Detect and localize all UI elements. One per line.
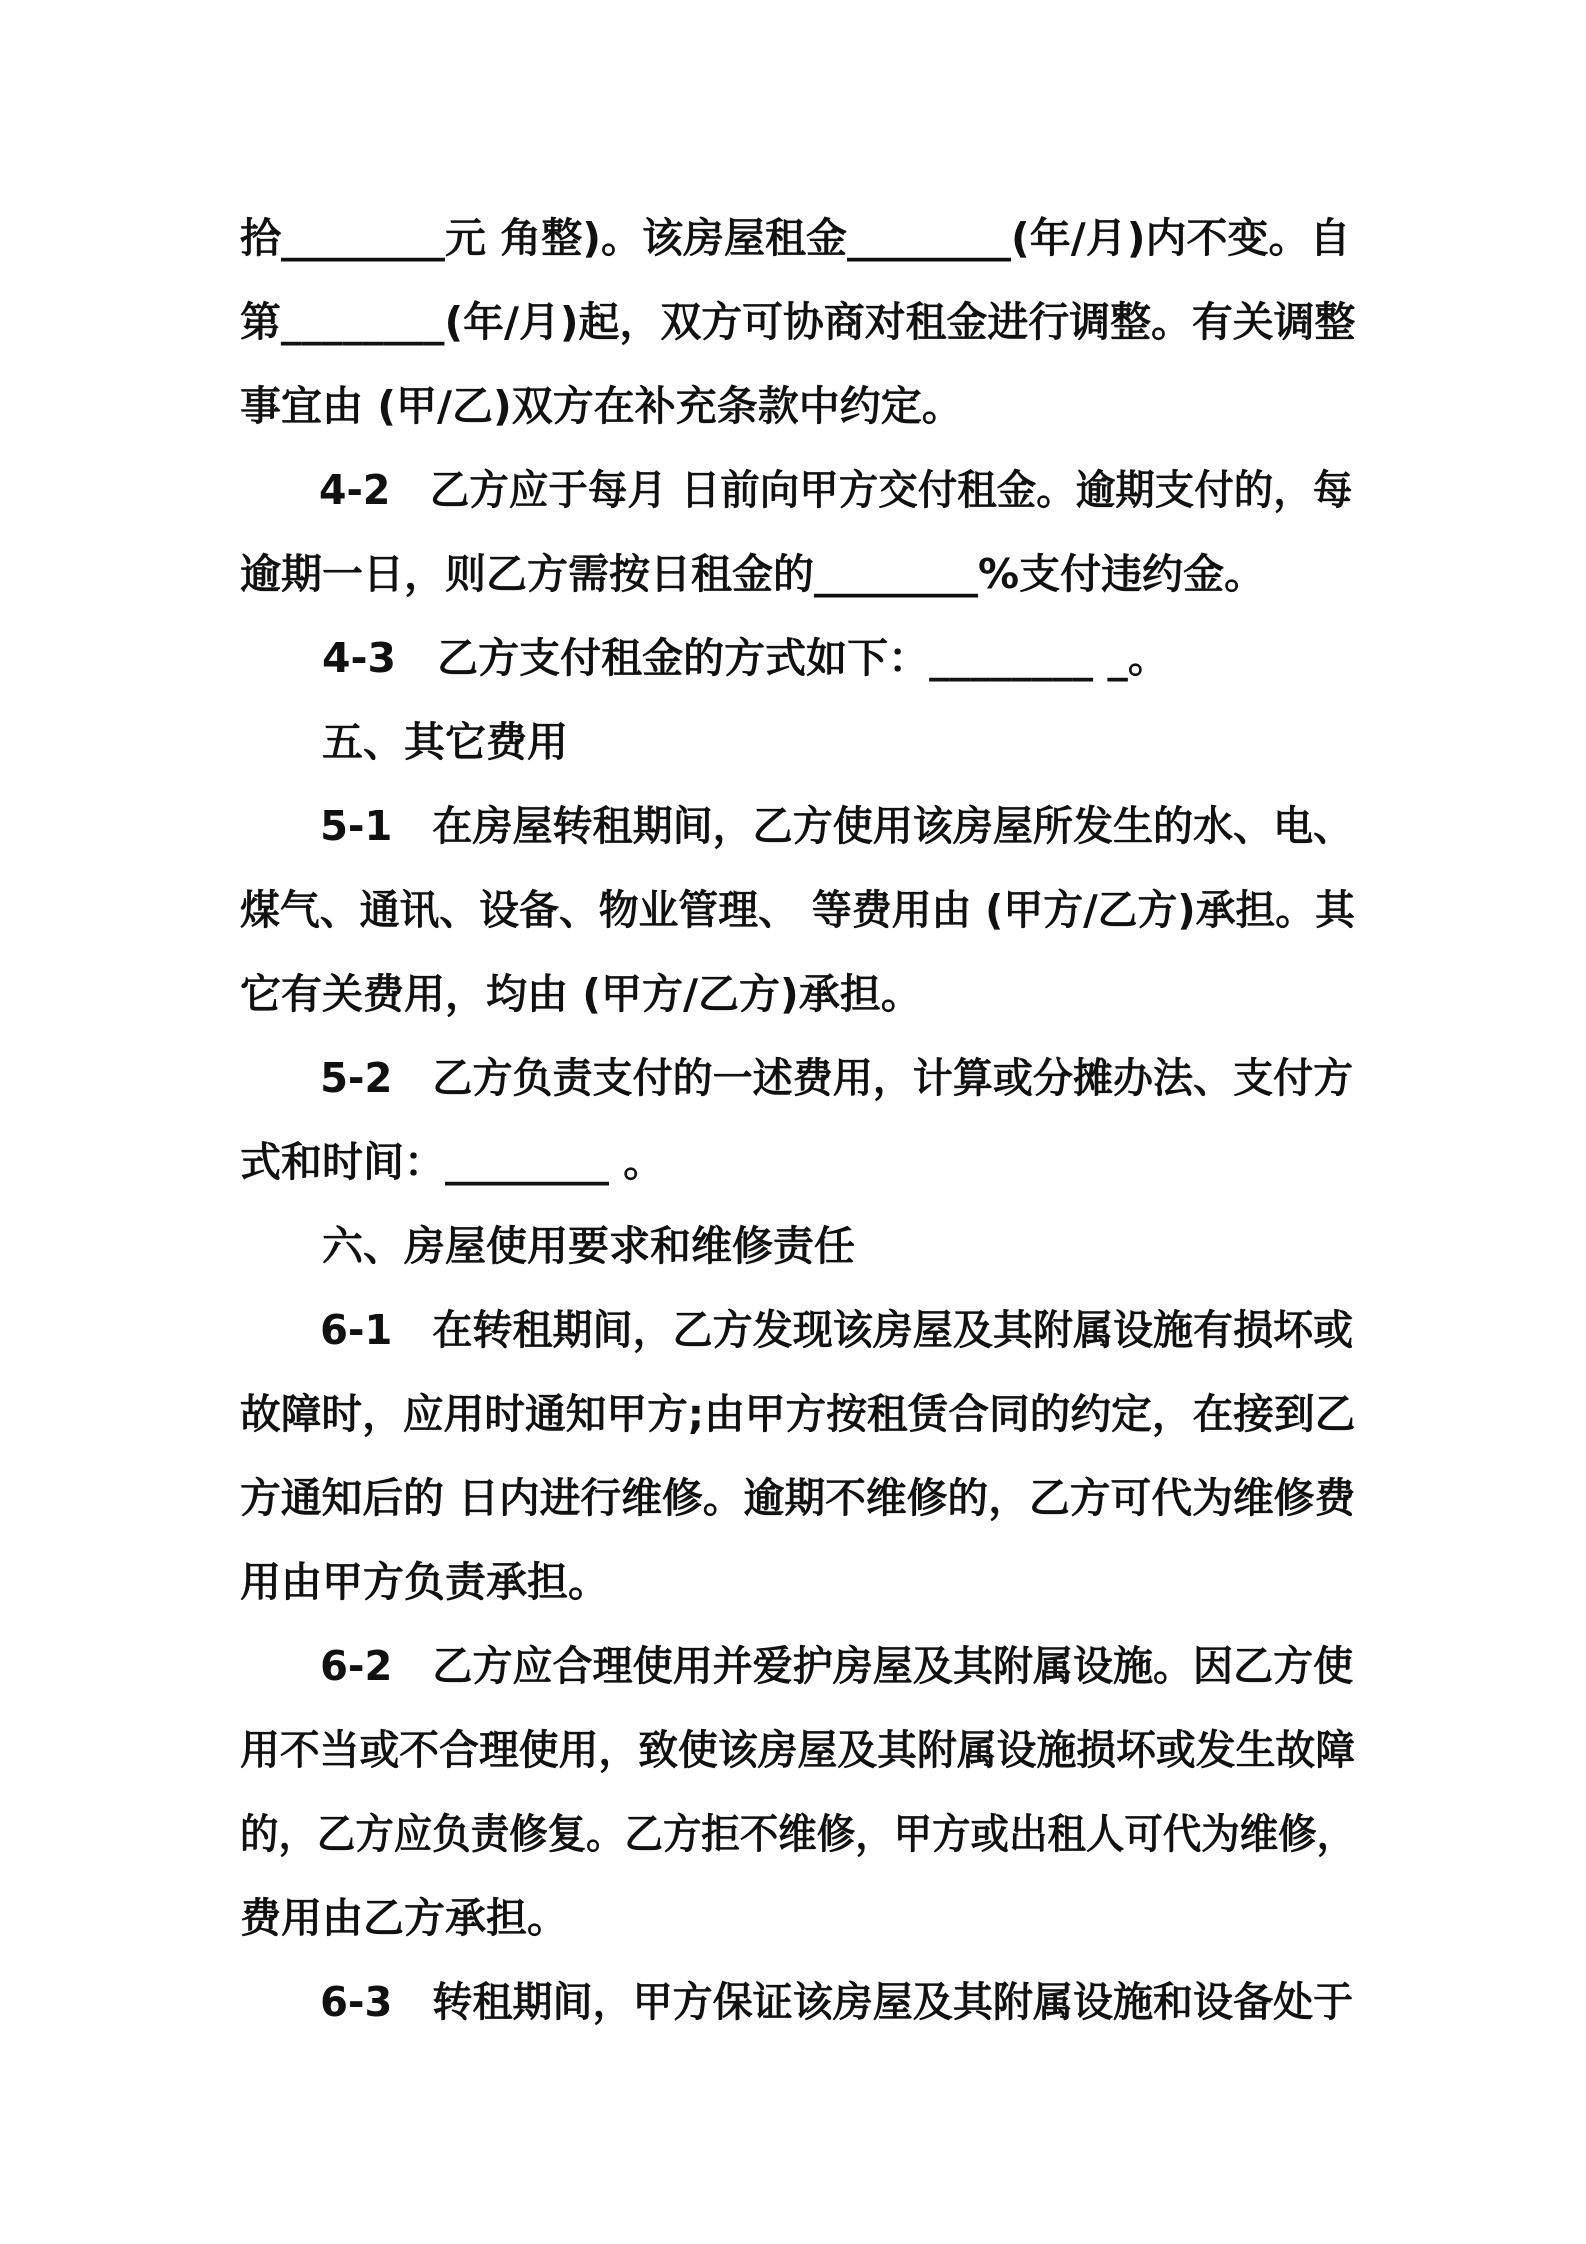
document-line: 6-1 在转租期间，乙方发现该房屋及其附属设施有损坏或 (320, 1306, 1354, 1354)
document-line: 故障时，应用时通知甲方;由甲方按租赁合同的约定，在接到乙 (240, 1390, 1356, 1438)
document-line: 六、房屋使用要求和维修责任 (322, 1222, 855, 1270)
document-line: 6-3 转租期间，甲方保证该房屋及其附属设施和设备处于 (320, 1978, 1354, 2026)
document-line: 逾期一日，则乙方需按日租金的________%支付违约金。 (240, 550, 1266, 598)
document-line: 费用由乙方承担。 (240, 1894, 568, 1942)
document-line: 它有关费用，均由 (甲方/乙方)承担。 (240, 970, 922, 1018)
document-line: 5-1 在房屋转租期间，乙方使用该房屋所发生的水、电、 (320, 802, 1354, 850)
document-line: 五、其它费用 (322, 718, 568, 766)
document-line: 事宜由 (甲/乙)双方在补充条款中约定。 (240, 382, 963, 430)
document-line: 用由甲方负责承担。 (240, 1558, 609, 1606)
document-line: 6-2 乙方应合理使用并爱护房屋及其附属设施。因乙方使 (320, 1642, 1354, 1690)
document-line: 4-3 乙方支付租金的方式如下：________ _。 (322, 634, 1169, 682)
document-line: 第________(年/月)起，双方可协商对租金进行调整。有关调整 (240, 298, 1356, 346)
document-line: 煤气、通讯、设备、物业管理、 等费用由 (甲方/乙方)承担。其 (240, 886, 1355, 934)
document-line: 4-2 乙方应于每月 日前向甲方交付租金。逾期支付的，每 (319, 466, 1353, 514)
document-line: 式和时间：________ 。 (240, 1138, 665, 1186)
document-line: 拾________元 角整)。该房屋租金________(年/月)内不变。自 (240, 214, 1351, 262)
document-line: 的，乙方应负责修复。乙方拒不维修，甲方或出租人可代为维修， (240, 1810, 1356, 1858)
document-body (240, 196, 1355, 2044)
document-line: 5-2 乙方负责支付的一述费用，计算或分摊办法、支付方 (320, 1054, 1354, 1102)
document-line: 方通知后的 日内进行维修。逾期不维修的，乙方可代为维修费 (240, 1474, 1356, 1522)
document-line: 用不当或不合理使用，致使该房屋及其附属设施损坏或发生故障 (240, 1726, 1356, 1774)
